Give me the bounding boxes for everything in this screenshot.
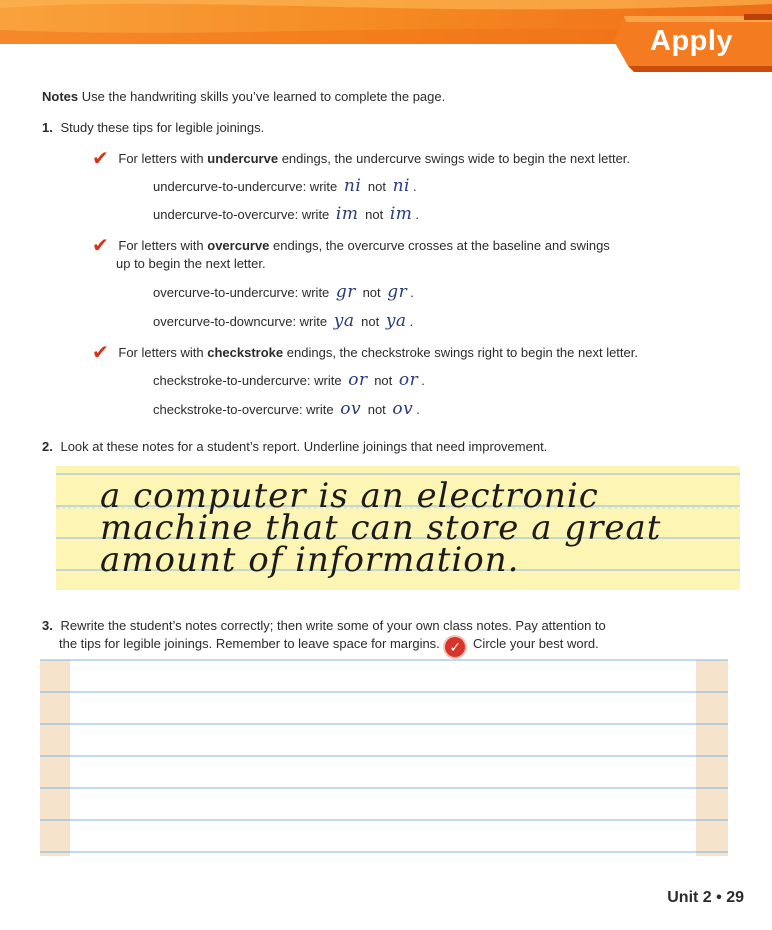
tip-checkstroke <box>92 342 638 364</box>
example-end: . <box>415 207 419 222</box>
cursive-bad: ya <box>385 311 407 331</box>
example-label: undercurve-to-overcurve: write <box>153 207 330 222</box>
checkmark-icon: ✔ <box>92 342 109 364</box>
example-not: not <box>367 179 386 194</box>
example-line <box>153 284 414 301</box>
example-end: . <box>410 285 414 300</box>
tip-keyword: checkstroke <box>207 345 284 360</box>
tip-undercurve <box>92 148 631 170</box>
example-end: . <box>421 373 425 388</box>
item-3-text: the tips for legible joinings. Remember to leave space for margins. <box>59 636 440 651</box>
student-notes-paper <box>56 466 740 590</box>
cursive-good: ni <box>343 176 362 196</box>
cursive-good: ov <box>340 399 362 419</box>
item-3-text: Rewrite the student’s notes correctly; then write some of your own class notes. Pay attention to <box>60 618 606 633</box>
notes-label: Notes <box>42 89 79 104</box>
item-2-prompt <box>42 438 547 455</box>
item-1-prompt <box>42 119 264 136</box>
tip-overcurve <box>92 235 610 257</box>
item-1-text: Study these tips for legible joinings. <box>60 120 265 135</box>
handwritten-line: machine that can store a great <box>100 508 662 548</box>
checkmark-icon: ✔ <box>92 148 109 170</box>
cursive-good: ya <box>333 311 355 331</box>
tip-text: endings, the overcurve crosses at the baseline and swings <box>273 238 610 253</box>
example-not: not <box>361 314 380 329</box>
notes-line <box>42 88 445 105</box>
item-3-prompt-line2 <box>59 635 599 657</box>
rewrite-writing-area[interactable] <box>40 656 728 856</box>
cursive-bad: ni <box>392 176 410 196</box>
tip-text: endings, the checkstroke swings right to begin the next letter. <box>286 345 638 360</box>
example-line <box>153 206 419 223</box>
tip-keyword: overcurve <box>207 238 270 253</box>
example-label: checkstroke-to-undercurve: write <box>153 373 342 388</box>
page-footer <box>667 889 744 907</box>
cursive-bad: or <box>398 370 419 390</box>
cursive-good: gr <box>335 282 356 302</box>
example-not: not <box>365 207 384 222</box>
example-end: . <box>409 314 414 329</box>
apply-heading: Apply <box>650 25 734 57</box>
example-label: checkstroke-to-overcurve: write <box>153 402 334 417</box>
handwritten-line: a computer is an electronic <box>100 476 599 516</box>
handwritten-line: amount of information. <box>100 540 520 580</box>
cursive-good: im <box>335 204 359 224</box>
cursive-good: or <box>348 370 368 390</box>
checkmark-icon: ✔ <box>92 235 109 257</box>
notes-text: Use the handwriting skills you’ve learned to complete the page. <box>81 89 446 104</box>
tip-keyword: undercurve <box>207 151 279 166</box>
item-2-number: 2. <box>42 439 53 454</box>
item-3-number: 3. <box>42 618 53 633</box>
circle-check-icon: ✓ <box>445 637 465 657</box>
item-3-text: Circle your best word. <box>473 636 599 651</box>
tip-text: For letters with <box>118 238 204 253</box>
example-line <box>153 178 417 195</box>
cursive-bad: im <box>389 204 413 224</box>
example-line <box>153 313 413 330</box>
cursive-bad: ov <box>392 399 414 419</box>
example-label: overcurve-to-downcurve: write <box>153 314 328 329</box>
tip-text: For letters with <box>118 345 204 360</box>
item-1-number: 1. <box>42 120 53 135</box>
example-not: not <box>367 402 386 417</box>
item-2-text: Look at these notes for a student’s report. Underline joinings that need improvement. <box>60 439 548 454</box>
tip-text: For letters with <box>118 151 204 166</box>
example-label: undercurve-to-undercurve: write <box>153 179 338 194</box>
page-number: 29 <box>726 889 744 906</box>
tip-overcurve-continued: up to begin the next letter. <box>116 256 266 271</box>
footer-bullet: • <box>716 889 722 906</box>
example-line <box>153 372 425 389</box>
example-end: . <box>416 402 420 417</box>
item-3-prompt <box>42 617 606 634</box>
example-not: not <box>374 373 393 388</box>
tip-text: endings, the undercurve swings wide to begin the next letter. <box>281 151 631 166</box>
example-line <box>153 401 420 418</box>
example-end: . <box>412 179 417 194</box>
unit-label: Unit 2 <box>667 889 712 906</box>
example-not: not <box>362 285 381 300</box>
cursive-bad: gr <box>387 282 408 302</box>
example-label: overcurve-to-undercurve: write <box>153 285 330 300</box>
